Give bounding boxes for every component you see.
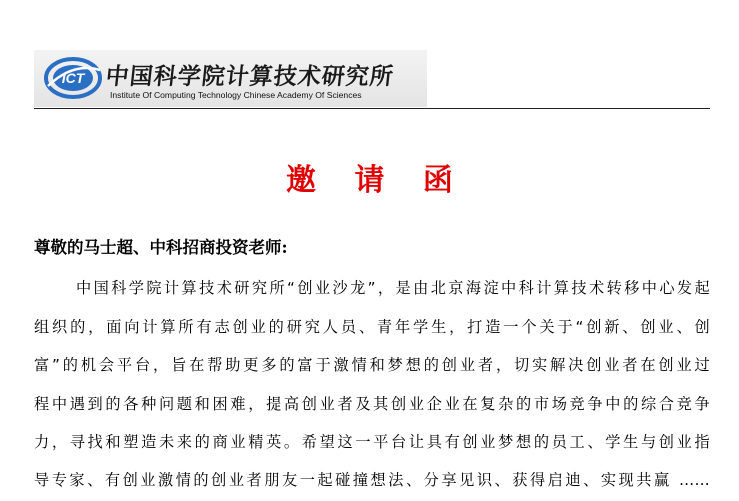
header-divider <box>34 108 710 109</box>
institute-name-chinese: 中国科学院计算技术研究所 <box>104 63 396 90</box>
institute-header <box>34 50 427 107</box>
salutation: 尊敬的马士超、中科招商投资老师: <box>34 238 288 257</box>
paragraph-line: 导专家、有创业激情的创业者朋友一起碰撞想法、分享见识、获得启迪、实现共赢 …… <box>34 471 710 489</box>
paragraph-line: 力，寻找和塑造未来的商业精英。希望这一平台让具有创业梦想的员工、学生与创业指 <box>34 433 710 451</box>
document-title: 邀 请 函 <box>286 163 467 198</box>
paragraph-line: 程中遇到的各种问题和困难，提高创业者及其创业企业在复杂的市场竞争中的综合竞争 <box>34 395 710 413</box>
logo-text: ICT <box>61 70 85 86</box>
paragraph-line: 组织的，面向计算所有志创业的研究人员、青年学生，打造一个关于“创新、创业、创 <box>34 318 710 336</box>
paragraph-line: 中国科学院计算技术研究所“创业沙龙”，是由北京海淀中科计算技术转移中心发起 <box>76 279 710 297</box>
paragraph-line: 富”的机会平台，旨在帮助更多的富于激情和梦想的创业者，切实解决创业者在创业过 <box>34 356 710 374</box>
institute-name-english: Institute Of Computing Technology Chinese Academy Of Sciences <box>110 90 362 100</box>
ict-logo-icon <box>44 56 102 100</box>
